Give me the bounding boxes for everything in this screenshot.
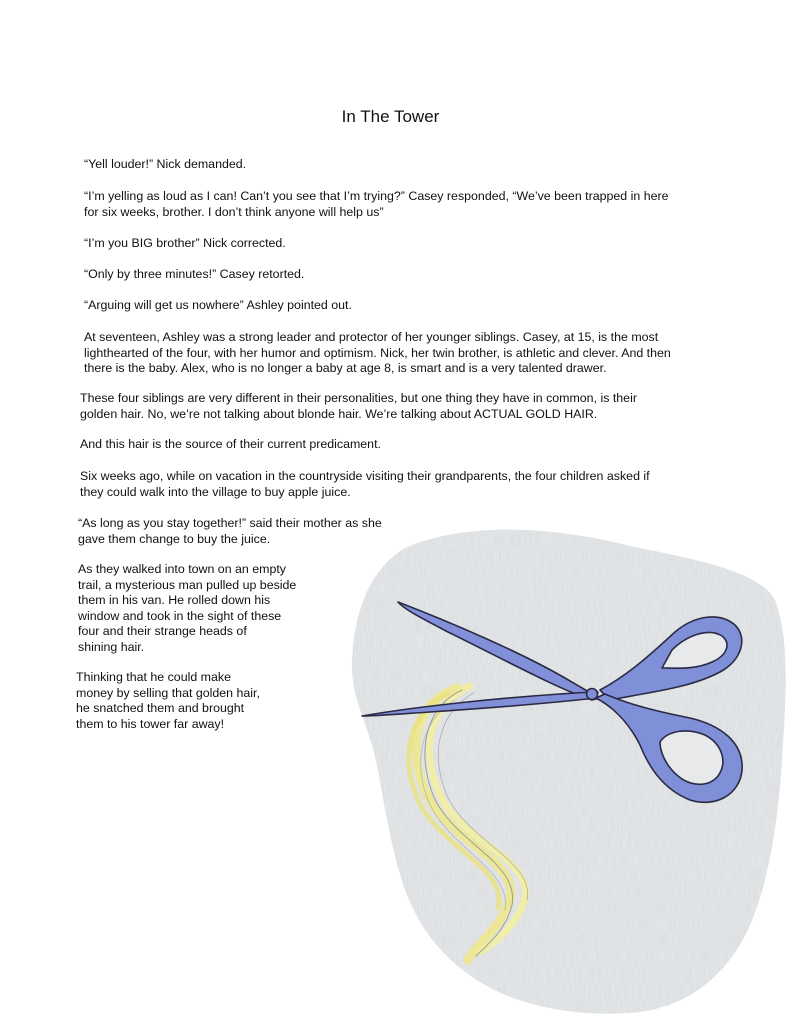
paragraph-yell-louder: “Yell louder!” Nick demanded.: [84, 157, 247, 171]
paragraph-big-brother: “I’m you BIG brother” Nick corrected.: [84, 236, 286, 250]
pencil-wash-background: [352, 530, 786, 1014]
paragraph-snatched: Thinking that he could make money by selling that golden hair, he snatched them and brought them to his tower far away!: [76, 670, 260, 731]
paragraph-mother: “As long as you stay together!” said their mother as she gave them change to buy the juice.: [78, 516, 382, 546]
paragraph-six-weeks-ago: Six weeks ago, while on vacation in the countryside visiting their grandparents, the four children asked if they could walk into the village to buy apple juice.: [80, 469, 650, 499]
paragraph-three-minutes: “Only by three minutes!” Casey retorted.: [84, 267, 305, 281]
paragraph-arguing: “Arguing will get us nowhere” Ashley pointed out.: [84, 298, 352, 312]
story-title: In The Tower: [341, 107, 440, 126]
paragraph-mysterious-man: As they walked into town on an empty trail, a mysterious man pulled up beside them in his van. He rolled down his window and took in the sight of these four and their strange heads of shining hair.: [78, 562, 297, 654]
paragraph-predicament: And this hair is the source of their current predicament.: [80, 437, 381, 451]
scissors-icon: [362, 602, 742, 802]
paragraph-siblings-intro: At seventeen, Ashley was a strong leader and protector of her younger siblings. Casey, at 15, is the most lighthearted of the four, with her humor and optimism. Nick, her twin brother, is athletic and clever. And then there is the baby. Alex, who is no longer a baby at age 8, is smart and is a very talented drawer.: [84, 330, 671, 375]
paragraph-casey-response: “I’m yelling as loud as I can! Can’t you see that I’m trying?” Casey responded, “We’ve been trapped in here for six weeks, brother. I don’t think anyone will help us”: [84, 189, 669, 219]
golden-hair-icon: [409, 686, 528, 960]
paragraph-golden-hair: These four siblings are very different in their personalities, but one thing they have in common, is their golden hair. No, we’re not talking about blonde hair. We’re talking about ACTUAL GOLD HAIR.: [80, 391, 637, 421]
